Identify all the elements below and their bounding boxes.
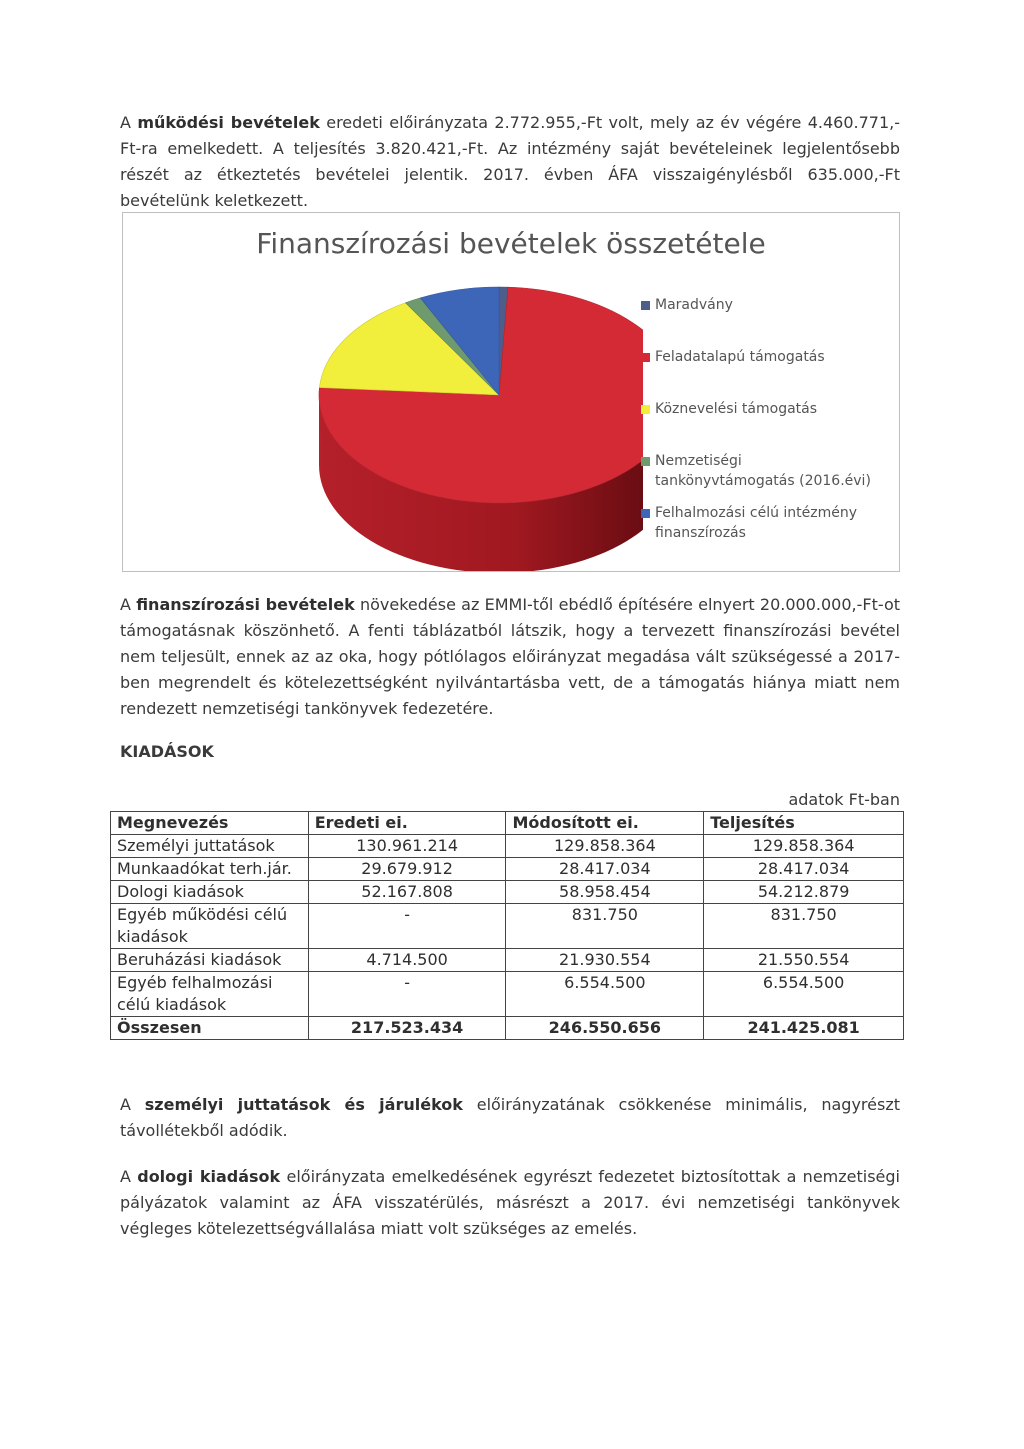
- row-label-cell: Egyéb felhalmozási célú kiadások: [111, 972, 309, 1017]
- row-label-cell: Személyi juttatások: [111, 835, 309, 858]
- value-cell: 130.961.214: [308, 835, 506, 858]
- row-label-cell: Egyéb működési célú kiadások: [111, 904, 309, 949]
- header-cell: Módosított ei.: [506, 812, 704, 835]
- value-cell: 241.425.081: [704, 1017, 904, 1040]
- bold-term: finanszírozási bevételek: [136, 595, 355, 614]
- legend-swatch: [641, 509, 650, 518]
- paragraph-financing-revenue: A finanszírozási bevételek növekedése az EMMI-től ebédlő építésére elnyert 20.000.000,-Ft-ot támogatásnak köszönhető. A fenti táblázatból látszik, hogy a tervezett finanszírozási bevétel nem teljesült, ennek az az oka, hogy pótlólagos előirányzat megadása vált szükségessé a 2017-ben megrendelt és kötelezettségként nyilvántartásba vett, de a támogatás hiánya miatt nem rendezett nemzetiségi tankönyvek fedezetére.: [120, 595, 901, 718]
- row-label-cell: Munkaadókat terh.jár.: [111, 858, 309, 881]
- units-note: adatok Ft-ban: [788, 790, 900, 809]
- legend-label: Nemzetiségi tankönyvtámogatás (2016.évi): [655, 453, 871, 489]
- value-cell: 4.714.500: [308, 949, 506, 972]
- paragraph-personnel: A személyi juttatások és járulékok előirányzatának csökkenése minimális, nagyrészt távollétekből adódik.: [120, 1095, 900, 1140]
- value-cell: 28.417.034: [704, 858, 904, 881]
- legend-label: Feladatalapú támogatás: [655, 349, 825, 365]
- value-cell: 246.550.656: [506, 1017, 704, 1040]
- paragraph-operating-revenue: A működési bevételek eredeti előirányzata 2.772.955,-Ft volt, mely az év végére 4.460.771,-Ft-ra emelkedett. A teljesítés 3.820.421,-Ft. Az intézmény saját bevételeinek legjelentősebb részét az étkeztetés bevételei jelentik. 2017. évben ÁFA visszaigénylésből 635.000,-Ft bevételünk keletkezett.: [120, 113, 901, 210]
- value-cell: 217.523.434: [308, 1017, 506, 1040]
- value-cell: 129.858.364: [704, 835, 904, 858]
- value-cell: 6.554.500: [506, 972, 704, 1017]
- legend-label: Maradvány: [655, 297, 733, 313]
- header-cell: Eredeti ei.: [308, 812, 506, 835]
- table-total-row: [111, 1017, 904, 1040]
- value-cell: 52.167.808: [308, 881, 506, 904]
- table-row: [111, 904, 904, 949]
- bold-term: személyi juttatások és járulékok: [144, 1095, 463, 1114]
- table-header-row: [111, 812, 904, 835]
- header-cell: Megnevezés: [111, 812, 309, 835]
- section-heading-expenditures: KIADÁSOK: [120, 742, 214, 761]
- pie-chart-plot: [123, 213, 643, 571]
- row-label-cell: Összesen: [111, 1017, 309, 1040]
- header-cell: Teljesítés: [704, 812, 904, 835]
- value-cell: 831.750: [704, 904, 904, 949]
- legend-swatch: [641, 353, 650, 362]
- table-row: [111, 972, 904, 1017]
- value-cell: 58.958.454: [506, 881, 704, 904]
- value-cell: 831.750: [506, 904, 704, 949]
- value-cell: 21.930.554: [506, 949, 704, 972]
- chart-title: Finanszírozási bevételek összetétele: [256, 227, 766, 260]
- value-cell: 21.550.554: [704, 949, 904, 972]
- paragraph-material-expenses: A dologi kiadások előirányzata emelkedésének egyrészt fedezetet biztosítottak a nemzetiségi pályázatok valamint az ÁFA visszatérülés, másrészt a 2017. évi nemzetiségi tankönyvek végleges kötelezettségvállalása miatt volt szükséges az emelés.: [120, 1167, 900, 1238]
- value-cell: 6.554.500: [704, 972, 904, 1017]
- value-cell: 29.679.912: [308, 858, 506, 881]
- value-cell: -: [308, 904, 506, 949]
- bold-term: dologi kiadások: [137, 1167, 281, 1186]
- pie-chart: [122, 212, 900, 572]
- table-row: [111, 881, 904, 904]
- legend-swatch: [641, 457, 650, 466]
- expenditures-table: [110, 811, 904, 1040]
- table-row: [111, 858, 904, 881]
- value-cell: -: [308, 972, 506, 1017]
- value-cell: 28.417.034: [506, 858, 704, 881]
- row-label-cell: Beruházási kiadások: [111, 949, 309, 972]
- legend-swatch: [641, 301, 650, 310]
- table-row: [111, 835, 904, 858]
- legend-label: Felhalmozási célú intézmény finanszírozás: [655, 505, 858, 541]
- legend-label: Köznevelési támogatás: [655, 401, 818, 417]
- table-row: [111, 949, 904, 972]
- legend-swatch: [641, 405, 650, 414]
- value-cell: 54.212.879: [704, 881, 904, 904]
- bold-term: működési bevételek: [137, 113, 320, 132]
- row-label-cell: Dologi kiadások: [111, 881, 309, 904]
- value-cell: 129.858.364: [506, 835, 704, 858]
